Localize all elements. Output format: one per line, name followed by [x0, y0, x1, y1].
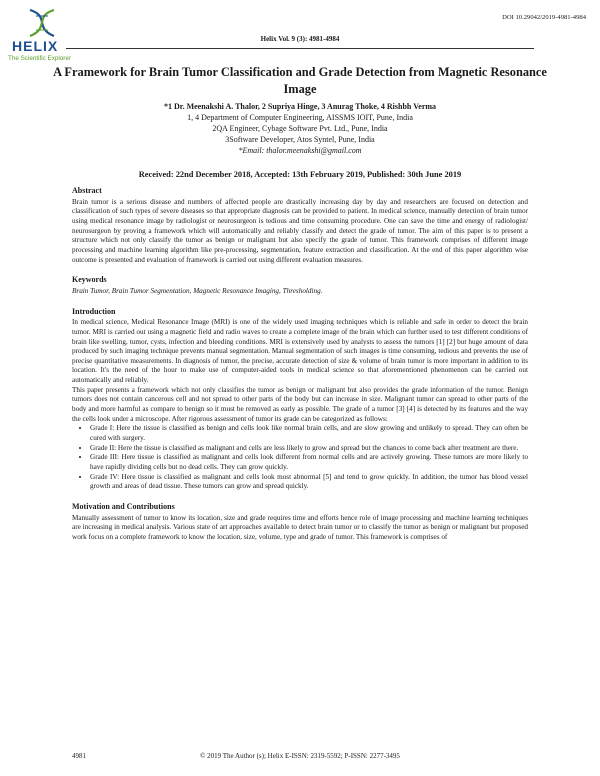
header-divider — [66, 48, 534, 49]
page-number: 4981 — [72, 752, 86, 760]
affiliation-1: 1, 4 Department of Computer Engineering, AISSMS IOIT, Pune, India — [187, 113, 413, 123]
logo-tagline: The Scientific Explorer — [8, 55, 71, 62]
paper-body — [72, 186, 528, 542]
author-names: *1 Dr. Meenakshi A. Thalor, 2 Supriya Hinge, 3 Anurag Thoke, 4 Rishbh Verma — [163, 102, 437, 111]
abstract-heading: Abstract — [72, 186, 102, 195]
doi-label: DOI 10.29042/2019-4981-4984 — [502, 14, 586, 21]
paper-title: A Framework for Brain Tumor Classification and Grade Detection from Magnetic Resonance Image — [53, 65, 547, 97]
logo-wordmark: HELIX — [12, 38, 59, 54]
copyright-footer: © 2019 The Author (s); Helix E-ISSN: 2319-5592; P-ISSN: 2277-3495 — [200, 752, 400, 760]
author-block — [30, 101, 570, 156]
introduction-paragraph: In medical science, Medical Resonance Image (MRI) is one of the widely used imaging techniques which is reliable and safe in order to detect the brain tumor. MRI is carried out using a magnetic field and radio waves to create a complete image of the brain which can further used to test different conditions of brain like swelling, tumor, cysts, infection and bleeding conditions. MRI is extensively used by analysts to assess the tumors [1] [2] but huge amount of data produced by such imaging technique prevents manual segmentation. Manual segmentation of such images is time consuming, tedious and prevents the use of precise quantitative measurements. In diagnosis of tumor, the precise, accurate detection of size & volume of brain tumor is more important in addition to its location. It's the need of the hour to make use of computer-aided tools in medical science so that aforementioned phenomenon can be carried out automatically and reliably. — [72, 318, 528, 385]
list-item: • Grade I: Here the tissue is classified as benign and cells look like normal brain cells, and are slow growing and unlikely to spread. They can often be cured with surgery. — [90, 424, 528, 443]
journal-info: Helix Vol. 9 (3): 4981-4984 — [260, 35, 340, 43]
affiliation-2: 2QA Engineer, Cybage Software Pvt. Ltd., Pune, India — [212, 124, 388, 134]
affiliation-3: 3Software Developer, Atos Syntel, Pune, India — [225, 135, 375, 145]
publication-dates: Received: 22nd December 2018, Accepted: 13th February 2019, Published: 30th June 2019 — [138, 170, 462, 179]
dna-helix-icon — [22, 8, 62, 38]
abstract-text: Brain tumor is a serious disease and numbers of affected people are drastically increasing day by day and researchers are focused on detection and classification of such types of severe diseases so that appropriate diagnosis can be provided to patient. In medical science, manually detection of brain tumor using medical resonance image by radiologist or neurosurgeon is tedious and time consuming procedure. One can save the time and energy of radiologist/ neurosurgeon by proving a framework which will automatically and reliably classify and detect the grade of tumor. The aim of this paper is to present a structure which not only classify the tumor as benign or malignant but also specify the grade of tumor. This framework comprises of different image processing and machine learning algorithm like pre-processing, segmentation, feature extraction and classification. At the end of this paper algorithm wise outcome is presented and evaluation of framework is carried out using different evaluation measures. — [72, 197, 528, 264]
introduction-heading: Introduction — [72, 306, 116, 316]
author-email: *Email: thalor.meenakshi@gmail.com — [238, 146, 362, 156]
list-item: • Grade III: Here tissue is classified as malignant and cells look different from normal cells and are actively growing. These tumors are more likely to have rapidly dividing cells but no dead cells. They can grow quickly. — [90, 453, 528, 472]
keywords-heading: Keywords — [72, 275, 107, 285]
list-item: • Grade IV: Here tissue is classified as malignant and cells look most abnormal [5] and tend to grow quickly. In addition, the tumor has blood vessel growth and areas of dead tissue. These tumors can grow and spread quickly. — [90, 473, 528, 492]
keywords-text: Brain Tumor, Brain Tumor Segmentation, Magnetic Resonance Imaging, Thresholding. — [72, 286, 323, 295]
motivation-text: Manually assessment of tumor to know its location, size and grade requires time and efforts hence role of image processing and machine learning techniques are increasing in medical analysis. Various state of art approaches available to detect brain tumor or to classify the tumor as benign or malignant but proposed work focus on a complete framework to know the location, size, volume, type and grade of tumor. This framework is comprises of — [72, 513, 528, 541]
list-item: • Grade II: Here the tissue is classified as malignant and cells are less likely to grow and spread but the chances to come back after treatment are there. — [90, 444, 528, 454]
introduction-paragraph: This paper presents a framework which not only classifies the tumor as benign or malignant but also provides the grade information of the tumor. Benign tumors does not contain cancerous cell and not spread to other parts of the body but can increase in size. Malignant tumor can spread to other parts of the body and more harmful as compare to benign so it must be removed as early as possible. The grade of a tumor [3] [4] is detected by its features and the way the cells look under a microscope. After rigorous assessment of tumor its grade can be categorized as follows: — [72, 385, 528, 423]
motivation-heading: Motivation and Contributions — [72, 501, 175, 511]
grade-list — [72, 424, 528, 491]
